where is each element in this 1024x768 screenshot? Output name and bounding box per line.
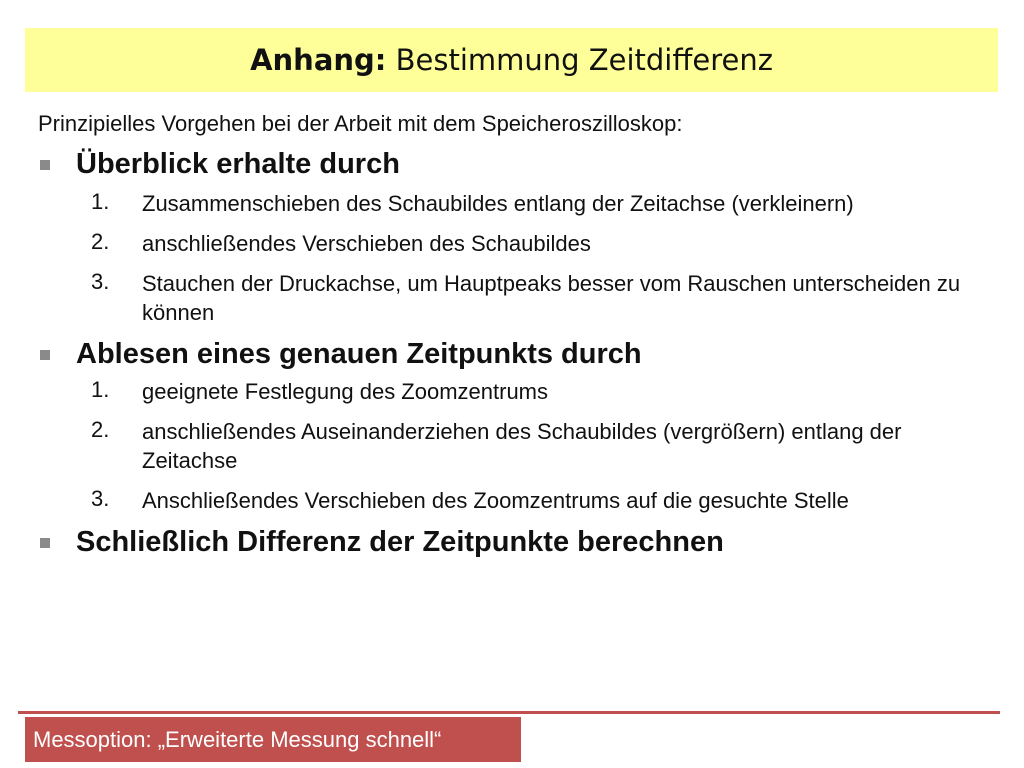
title-bar: [25, 28, 998, 92]
title-main: Bestimmung Zeitdifferenz: [386, 43, 773, 77]
bullet-text: Ablesen eines genauen Zeitpunkts durch: [76, 338, 642, 370]
bullet-block-reading: [40, 338, 1000, 515]
list-item: [40, 269, 1000, 327]
square-bullet-icon: [40, 160, 50, 170]
bullet-text: Schließlich Differenz der Zeitpunkte berechnen: [76, 526, 724, 558]
list-item-text: anschließendes Auseinanderziehen des Schaubildes (vergrößern) entlang der Zeitachse: [142, 419, 902, 473]
title-prefix: Anhang:: [250, 43, 387, 77]
footer-divider: [18, 711, 1000, 714]
list-item-text: Stauchen der Druckachse, um Hauptpeaks besser vom Rauschen unterscheiden zu können: [142, 271, 961, 325]
bullet-item: [40, 148, 1000, 181]
list-item: [40, 189, 1000, 218]
list-number: 1.: [91, 189, 110, 214]
content-list: [40, 148, 1000, 559]
bullet-block-overview: [40, 148, 1000, 327]
bullet-text: Überblick erhalte durch: [76, 148, 400, 180]
list-number: 3.: [91, 269, 110, 294]
numbered-list: [40, 377, 1000, 515]
list-item-text: Zusammenschieben des Schaubildes entlang der Zeitachse (verkleinern): [142, 191, 854, 216]
footer-label: Messoption: „Erweiterte Messung schnell“: [25, 717, 521, 762]
list-item: [40, 377, 1000, 406]
square-bullet-icon: [40, 538, 50, 548]
list-number: 2.: [91, 229, 110, 254]
list-number: 3.: [91, 486, 110, 511]
list-item: [40, 486, 1000, 515]
list-item: [40, 417, 1000, 475]
intro-text: Prinzipielles Vorgehen bei der Arbeit mit dem Speicheroszilloskop:: [38, 111, 683, 136]
list-number: 2.: [91, 417, 110, 442]
list-item-text: geeignete Festlegung des Zoomzentrums: [142, 379, 549, 404]
numbered-list: [40, 189, 1000, 327]
square-bullet-icon: [40, 350, 50, 360]
list-number: 1.: [91, 377, 110, 402]
list-item-text: Anschließendes Verschieben des Zoomzentrums auf die gesuchte Stelle: [142, 488, 849, 513]
list-item: [40, 229, 1000, 258]
list-item-text: anschließendes Verschieben des Schaubildes: [142, 231, 591, 256]
bullet-item: [40, 338, 1000, 371]
slide-title: [250, 43, 773, 77]
bullet-item: [40, 526, 1000, 559]
bullet-block-difference: [40, 526, 1000, 559]
